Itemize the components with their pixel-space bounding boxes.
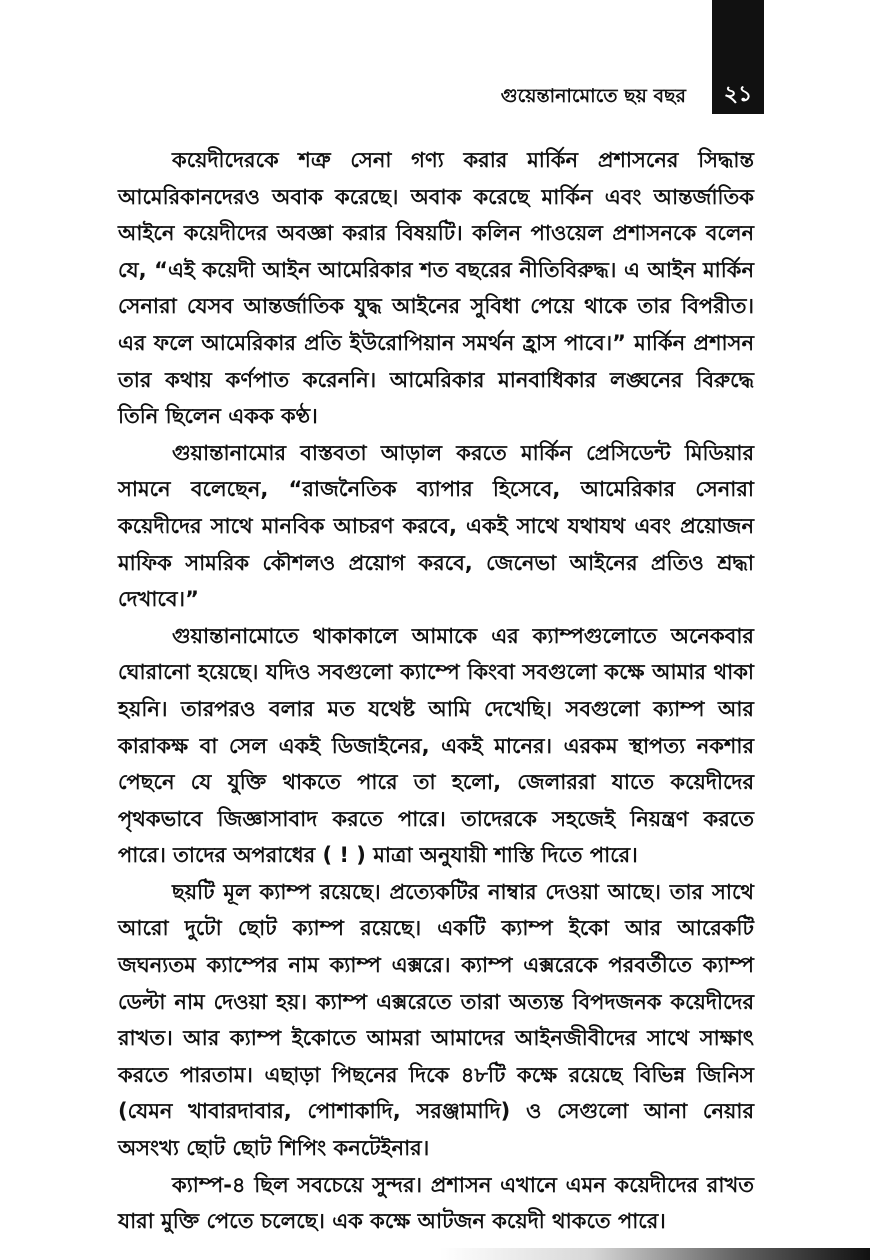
page-number: ২১ xyxy=(723,82,753,107)
running-head-title: গুয়েন্তানামোতে ছয় বছর xyxy=(500,85,686,107)
paragraph-4: ছয়টি মূল ক্যাম্প রয়েছে। প্রত্যেকটির নাম্বার দেওয়া আছে। তার সাথে আরো দুটো ছোট ক্যাম্প রয়েছে। একটি ক্যাম্প ইকো আর আরেকটি জঘন্যতম ক্যাম্পের নাম ক্যাম্প এক্সরে। ক্যাম্প এক্সরেকে পরবর্তীতে ক্যাম্প ডেল্টা নাম দেওয়া হয়। ক্যাম্প এক্সরেতে তারা অত্যন্ত বিপদজনক কয়েদীদের রাখত। আর ক্যাম্প ইকোতে আমরা আমাদের আইনজীবীদের সাথে সাক্ষাৎ করতে পারতাম। এছাড়া পিছনের দিকে ৪৮টি কক্ষে রয়েছে বিভিন্ন জিনিস (যেমন খাবারদাবার, পোশাকাদি, সরঞ্জামাদি) ও সেগুলো আনা নেয়ার অসংখ্য ছোট ছোট শিপিং কনটেইনার। xyxy=(118,879,754,1161)
body-text xyxy=(118,142,754,1240)
paragraph-1: কয়েদীদেরকে শত্রু সেনা গণ্য করার মার্কিন প্রশাসনের সিদ্ধান্ত আমেরিকানদেরও অবাক করেছে। অবাক করেছে মার্কিন এবং আন্তর্জাতিক আইনে কয়েদীদের অবজ্ঞা করার বিষয়টি। কলিন পাওয়েল প্রশাসনকে বলেন যে, “এই কয়েদী আইন আমেরিকার শত বছরের নীতিবিরুদ্ধ। এ আইন মার্কিন সেনারা যেসব আন্তর্জাতিক যুদ্ধ আইনের সুবিধা পেয়ে থাকে তার বিপরীত। এর ফলে আমেরিকার প্রতি ইউরোপিয়ান সমর্থন হ্রাস পাবে।” মার্কিন প্রশাসন তার কথায় কর্ণপাত করেননি। আমেরিকার মানবাধিকার লঙ্ঘনের বিরুদ্ধে তিনি ছিলেন একক কণ্ঠ। xyxy=(118,148,754,429)
paragraph-3: গুয়ান্তানামোতে থাকাকালে আমাকে এর ক্যাম্পগুলোতে অনেকবার ঘোরানো হয়েছে। যদিও সবগুলো ক্যাম্পে কিংবা সবগুলো কক্ষে আমার থাকা হয়নি। তারপরও বলার মত যথেষ্ট আমি দেখেছি। সবগুলো ক্যাম্প আর কারাকক্ষ বা সেল একই ডিজাইনের, একই মানের। এরকম স্থাপত্য নকশার পেছনে যে যুক্তি থাকতে পারে তা হলো, জেলাররা যাতে কয়েদীদের পৃথকভাবে জিজ্ঞাসাবাদ করতে পারে। তাদেরকে সহজেই নিয়ন্ত্রণ করতে পারে। তাদের অপরাধের ( ! ) মাত্রা অনুযায়ী শাস্তি দিতে পারে। xyxy=(118,623,754,868)
paragraph-5: ক্যাম্প-৪ ছিল সবচেয়ে সুন্দর। প্রশাসন এখানে এমন কয়েদীদের রাখত যারা মুক্তি পেতে চলেছে। এক কক্ষে আটজন কয়েদী থাকতে পারে। xyxy=(118,1172,754,1234)
paragraph-2: গুয়ান্তানামোর বাস্তবতা আড়াল করতে মার্কিন প্রেসিডেন্ট মিডিয়ার সামনে বলেছেন, “রাজনৈতিক ব্যাপার হিসেবে, আমেরিকার সেনারা কয়েদীদের সাথে মানবিক আচরণ করবে, একই সাথে যথাযথ এবং প্রয়োজন মাফিক সামরিক কৌশলও প্রয়োগ করবে, জেনেভা আইনের প্রতিও শ্রদ্ধা দেখাবে।” xyxy=(118,440,754,612)
footer-gradient-bar xyxy=(440,1248,870,1260)
